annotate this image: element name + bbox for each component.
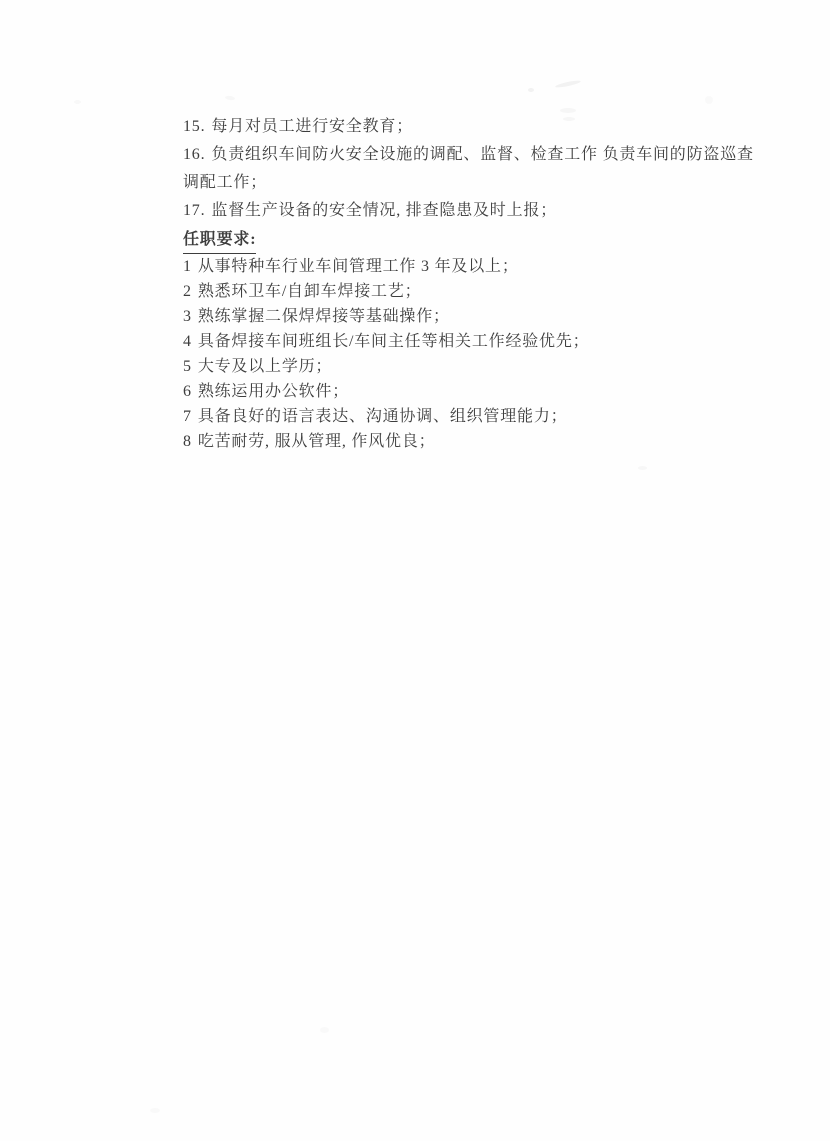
requirement-item-8 <box>183 429 743 454</box>
requirement-text: 熟练掌握二保焊焊接等基础操作； <box>197 308 450 325</box>
duty-number: 17. <box>183 202 206 219</box>
duty-text: 每月对员工进行安全教育； <box>211 118 414 135</box>
requirement-number: 7 <box>183 408 192 425</box>
scan-smudge <box>555 79 581 88</box>
requirement-number: 4 <box>183 333 192 350</box>
duty-line-17 <box>183 197 743 225</box>
scan-smudge <box>225 95 235 100</box>
requirement-text: 从事特种车行业车间管理工作 3 年及以上； <box>197 258 519 275</box>
duty-line-15 <box>183 113 743 141</box>
duty-text: 监督生产设备的安全情况, 排查隐患及时上报； <box>211 202 558 219</box>
requirements-heading <box>183 227 743 254</box>
requirement-number: 1 <box>183 258 192 275</box>
requirement-text: 具备良好的语言表达、沟通协调、组织管理能力； <box>197 408 568 425</box>
scan-smudge <box>528 88 534 92</box>
duty-number: 16. <box>183 146 206 163</box>
scan-smudge <box>705 96 713 104</box>
requirements-heading-text: 任职要求: <box>183 227 256 254</box>
duty-text: 调配工作； <box>183 174 268 191</box>
requirement-text: 熟练运用办公软件； <box>197 383 350 400</box>
duty-line-16-continuation <box>183 169 743 197</box>
scan-smudge <box>150 1108 160 1113</box>
document-text-block <box>183 113 754 454</box>
duty-line-16 <box>183 141 754 169</box>
requirement-item-5 <box>183 354 743 379</box>
requirement-text: 吃苦耐劳, 服从管理, 作风优良； <box>197 433 436 450</box>
requirement-item-6 <box>183 379 743 404</box>
requirement-number: 8 <box>183 433 192 450</box>
requirements-list <box>183 254 743 454</box>
requirement-item-4 <box>183 329 743 354</box>
requirement-item-3 <box>183 304 743 329</box>
scan-smudge <box>638 466 647 470</box>
duties-list <box>183 113 754 225</box>
requirement-text: 具备焊接车间班组长/车间主任等相关工作经验优先； <box>197 333 590 350</box>
scan-smudge <box>320 1027 329 1033</box>
scan-smudge <box>74 100 81 104</box>
requirement-number: 6 <box>183 383 192 400</box>
requirement-item-7 <box>183 404 743 429</box>
requirement-number: 2 <box>183 283 192 300</box>
requirement-number: 3 <box>183 308 192 325</box>
requirement-item-2 <box>183 279 743 304</box>
requirement-text: 熟悉环卫车/自卸车焊接工艺； <box>197 283 422 300</box>
requirement-text: 大专及以上学历； <box>197 358 333 375</box>
requirement-item-1 <box>183 254 743 279</box>
duty-text: 负责组织车间防火安全设施的调配、监督、检查工作 负责车间的防盗巡查 <box>211 146 754 163</box>
duty-number: 15. <box>183 118 206 135</box>
requirement-number: 5 <box>183 358 192 375</box>
